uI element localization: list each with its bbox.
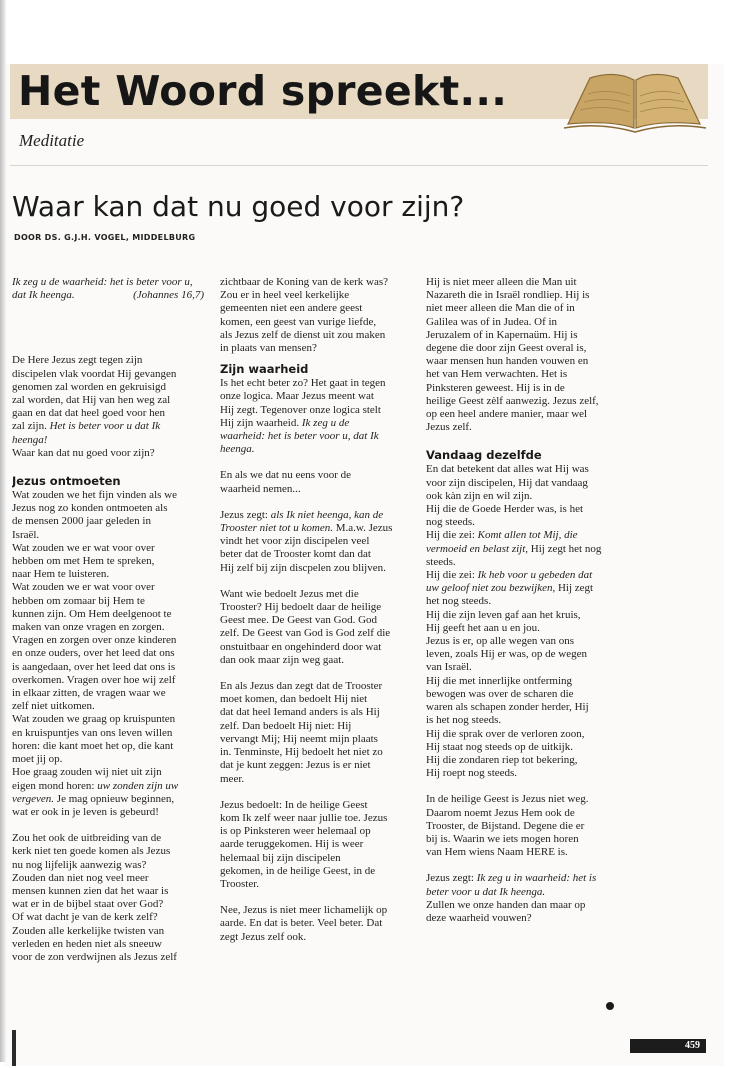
paragraph-line: Is het echt beter zo? Het gaat in tegen <box>220 377 386 390</box>
paragraph <box>220 469 416 495</box>
paragraph-line: Hij die zondaren riep tot bekering, <box>426 753 578 766</box>
paragraph-line: beter dat de Trooster komt dan dat <box>220 548 371 561</box>
paragraph-line: naar Hem te luisteren. <box>12 568 110 581</box>
paragraph-line: voor zijn discipelen, Hij dat vandaag <box>426 476 588 489</box>
paragraph-line: in. Tenminste, Hij bedoelt het niet zo <box>220 746 383 759</box>
article-headline: Waar kan dat nu goed voor zijn? <box>12 190 465 223</box>
paragraph-line: Trooster niet tot u komen. M.a.w. Jezus <box>220 522 393 535</box>
paragraph <box>12 832 208 964</box>
paragraph-line: het nog steeds. <box>426 595 492 608</box>
paragraph-line: Hoe graag zouden wij niet uit zijn <box>12 766 162 779</box>
paragraph-line: nu nog lijfelijk aanwezig was? <box>12 858 147 871</box>
paragraph-line: Jeruzalem of in Kapernaüm. Hij is <box>426 328 578 341</box>
paragraph-line: horen: die kant moet het op, die kant <box>12 739 174 752</box>
paragraph-line: leven, zoals Hij er was, op de wegen <box>426 648 587 661</box>
paragraph-line: onstuitbaar en ongehinderd door wat <box>220 640 382 653</box>
paragraph-line: beter voor u dat Ik heenga. <box>426 885 546 898</box>
paragraph-line: is het nog steeds. <box>426 714 502 727</box>
end-of-article-bullet <box>606 1002 614 1010</box>
section-kicker: Meditatie <box>19 131 85 150</box>
paragraph-line: meer. <box>220 772 245 785</box>
paragraph-line: heilige Geest zèlf aanwezig. Jezus zelf, <box>426 394 599 407</box>
paragraph-line: is op Pinksteren weer helemaal op <box>220 825 371 838</box>
paragraph <box>426 793 622 859</box>
paragraph-line: Trooster, de Bijstand. Degene die er <box>426 819 585 832</box>
paragraph-line: Hij die zei: Ik heb voor u gebeden dat <box>426 569 593 582</box>
paragraph-line: dat dat heel Iemand anders is als Hij <box>220 706 380 719</box>
paragraph-line: Zullen we onze handen dan maar op <box>426 898 586 911</box>
paragraph-line: Want wie bedoelt Jezus met die <box>220 587 359 600</box>
paragraph-line: En als Jezus dan zegt dat de Trooster <box>220 680 383 693</box>
paragraph-line: discipelen vlak voordat Hij gevangen <box>12 367 177 380</box>
paragraph-line: bewogen was over de scharen die <box>426 687 574 700</box>
paragraph-line: Hij die zei: Komt allen tot Mij, die <box>426 529 578 542</box>
paragraph <box>426 276 622 434</box>
paragraph-line: zelf niet uitkomen. <box>12 700 95 713</box>
paragraph-line: deze waarheid vouwen? <box>426 911 532 924</box>
paragraph-line: en onze ouders, over het leed dat ons <box>12 647 175 660</box>
paragraph-line: Zouden alle kerkelijke twisten van <box>12 924 165 937</box>
paragraph-line: Of wat dacht je van de kerk zelf? <box>12 911 158 924</box>
paragraph <box>220 276 416 355</box>
spine-shadow <box>12 1030 16 1066</box>
paragraph-line: waren als schapen zonder herder, Hij <box>426 701 589 714</box>
paragraph-line: kerk niet ten goede komen als Jezus <box>12 845 171 858</box>
paragraph-line: waarheid nemen... <box>220 482 301 495</box>
paragraph-line: zelf. De Geest van God is God zelf die <box>220 627 391 640</box>
paragraph-line: vervangt Mij; Hij neemt mijn plaats <box>220 732 378 745</box>
paragraph-line: gekomen, in de heilige Geest, in de <box>220 864 376 877</box>
paragraph-line: kom Ik zelf weer naar jullie toe. Jezus <box>220 811 388 824</box>
paragraph-line: Waar kan dat nu goed voor zijn? <box>12 446 155 459</box>
paragraph-line: ook kàn zijn en wil zijn. <box>426 489 533 502</box>
paragraph-line: zegt Jezus zelf ook. <box>220 930 307 943</box>
paragraph-line: Jezus bedoelt: In de heilige Geest <box>220 798 368 811</box>
paragraph-line: Israël. <box>12 528 40 541</box>
subheading: Jezus ontmoeten <box>12 474 121 489</box>
paragraph-line: In de heilige Geest is Jezus niet weg. <box>426 793 589 806</box>
paragraph-line: Hij die zijn leven gaf aan het kruis, <box>426 608 581 621</box>
paragraph-line: zal worden, dat Hij van hen weg zal <box>12 394 171 407</box>
paragraph-line: vergeven. Je mag opnieuw beginnen, <box>12 792 175 805</box>
quote-line: dat Ik heenga. (Johannes 16,7) <box>12 289 204 302</box>
top-margin <box>4 6 724 64</box>
paragraph-line: Hij is niet meer alleen die Man uit <box>426 276 577 288</box>
paragraph-line: voor de zon verdwijnen als Jezus zelf <box>12 950 177 963</box>
paragraph-line: overkomen. Vragen over hoe wij zelf <box>12 673 176 686</box>
page-number-bar <box>630 1039 706 1053</box>
paragraph <box>12 489 208 766</box>
paragraph-line: Zou er in heel veel kerkelijke <box>220 289 350 302</box>
text-column-1 <box>12 276 208 964</box>
paragraph-line: Geest mee. De Geest van God. God <box>220 614 378 627</box>
paragraph-line: op een heel andere manier, maar wel <box>426 408 588 421</box>
paragraph-line: Hij die met innerlijke ontferming <box>426 674 573 687</box>
open-book-icon <box>560 64 710 134</box>
divider <box>10 165 708 166</box>
paragraph-line: vindt het voor zijn discipelen veel <box>220 535 370 548</box>
paragraph-line: hebben om zomaar bij Hem te <box>12 594 145 607</box>
paragraph-line: van Hem wiens Naam HERE is. <box>426 846 568 859</box>
page-number: 459 <box>685 1040 700 1051</box>
paragraph-line: En dat betekent dat alles wat Hij was <box>426 463 589 476</box>
paragraph <box>426 463 622 529</box>
paragraph <box>426 899 622 925</box>
paragraph-line: Jezus zegt: als Ik niet heenga, kan de <box>220 508 384 521</box>
paragraph-line: aarde. En dat is beter. Veel beter. Dat <box>220 917 383 930</box>
paragraph-line: Jezus nog zo konden ontmoeten als <box>12 502 168 515</box>
paragraph-line: Nee, Jezus is niet meer lichamelijk op <box>220 904 388 917</box>
paragraph-line: Wat zouden we graag op kruispunten <box>12 713 176 726</box>
paragraph-line: Zouden dan niet nog veel meer <box>12 871 149 884</box>
paragraph <box>12 354 208 420</box>
paragraph-line: moet komen, dan bedoelt Hij niet <box>220 693 368 706</box>
paragraph-line: kunnen zijn. Om Hem deelgenoot te <box>12 607 172 620</box>
paragraph-line: Wat zouden we het fijn vinden als we <box>12 489 177 502</box>
paragraph-line: wat er ook in je leven is gebeurd! <box>12 805 159 818</box>
paragraph-line: Trooster. <box>220 877 260 890</box>
paragraph-line: heenga. <box>220 443 255 456</box>
paragraph-line: gaan en dat dat heel goed voor hen <box>12 407 166 420</box>
subheading: Vandaag dezelfde <box>426 448 542 463</box>
paragraph-line: heenga! <box>12 433 48 446</box>
paragraph-line: Wat zouden we er wat voor over <box>12 581 155 594</box>
paragraph-line: Trooster? Hij bedoelt daar de heilige <box>220 601 382 614</box>
paragraph <box>220 377 416 417</box>
paragraph <box>220 588 416 667</box>
paragraph-line: verleden en heden niet als sneeuw <box>12 937 162 950</box>
paragraph-line: Pinksteren geweest. Hij is in de <box>426 381 565 394</box>
paragraph-line: En als we dat nu eens voor de <box>220 469 352 482</box>
paragraph-line: hebben om met Hem te spreken, <box>12 555 155 568</box>
paragraph-line: genomen zal worden en gekruisigd <box>12 380 166 393</box>
paragraph-line: bij is. Waarin we iets mogen horen <box>426 832 579 845</box>
paragraph-line: van Israël. <box>426 661 472 674</box>
paragraph <box>220 680 416 786</box>
paragraph-line: Hij roept nog steeds. <box>426 767 518 780</box>
paragraph-line: vermoeid en belast zijt, Hij zegt het nog <box>426 542 602 555</box>
paragraph-line: Jezus zegt: Ik zeg u in waarheid: het is <box>426 872 597 885</box>
paragraph-line: in elkaar zitten, de vragen waar we <box>12 687 166 700</box>
paragraph-line: is aangedaan, over het leed dat ons is <box>12 660 176 673</box>
paragraph-line: Daarom noemt Jezus Hem ook de <box>426 806 575 819</box>
paragraph-line: waarheid: het is beter voor u, dat Ik <box>220 430 379 443</box>
paragraph-line: aarde teruggekomen. Hij is weer <box>220 838 364 851</box>
paragraph-line: en kruispuntjes van ons leven willen <box>12 726 173 739</box>
paragraph-line: Jezus is er, op alle wegen van ons <box>426 635 575 648</box>
paragraph-line: Hij zelf bij zijn discpelen zou blijven. <box>220 561 386 574</box>
paragraph-line: steeds. <box>426 555 456 568</box>
paragraph-line: zelf. Dan bedoelt Hij niet: Hij <box>220 719 352 732</box>
paragraph-line: Hij die sprak over de verloren zoon, <box>426 727 585 740</box>
paragraph-line: Hij geeft het aan u en jou. <box>426 621 540 634</box>
paragraph-line: Vragen en zorgen over onze kinderen <box>12 634 177 647</box>
paragraph-line: zichtbaar de Koning van de kerk was? <box>220 276 388 288</box>
paragraph-line: onze logica. Maar Jezus meent wat <box>220 390 374 403</box>
paragraph-line: in plaats van mensen? <box>220 342 317 355</box>
paragraph-line: Hij die de Goede Herder was, is het <box>426 503 584 516</box>
subheading: Zijn waarheid <box>220 362 309 377</box>
paragraph-line: Galilea was of in Judea. Of in <box>426 315 558 328</box>
paragraph-line: mensen kunnen zien dat het waar is <box>12 884 169 897</box>
page-spine <box>0 0 6 1062</box>
paragraph-line: De Here Jezus zegt tegen zijn <box>12 354 143 367</box>
text-column-2 <box>220 276 416 944</box>
paragraph-line: Jezus zelf. <box>426 421 472 434</box>
paragraph-line: dan ook maar zijn weg gaat. <box>220 653 345 666</box>
paragraph-line: het van Hem verwachten. Het is <box>426 368 568 381</box>
article-byline: DOOR DS. G.J.H. VOGEL, MIDDELBURG <box>14 233 196 242</box>
paragraph-line: eigen mond horen: uw zonden zijn uw <box>12 779 179 792</box>
paragraph-line: Zou het ook de uitbreiding van de <box>12 832 162 845</box>
paragraph-line: dat je kunt zeggen: Jezus is er niet <box>220 759 371 772</box>
paragraph <box>426 595 622 780</box>
paragraph-line: nog steeds. <box>426 516 475 529</box>
paragraph-line: wat er in de bijbel staat over God? <box>12 898 164 911</box>
paragraph-line: Wat zouden we er wat voor over <box>12 541 155 554</box>
paragraph-line: helemaal bij zijn discipelen <box>220 851 341 864</box>
text-column-3 <box>426 276 622 925</box>
paragraph-line: maken van onze vragen en zorgen. <box>12 621 165 634</box>
paragraph-line: gemeenten niet een andere geest <box>220 302 363 315</box>
paragraph <box>220 904 416 944</box>
paragraph-line: degene die door zijn Geest overal is, <box>426 342 587 355</box>
paragraph-line: Hij zijn waarheid. Ik zeg u de <box>220 416 350 429</box>
paragraph-line: moet jij op. <box>12 753 63 766</box>
paragraph-line: Hij staat nog steeds op de uitkijk. <box>426 740 573 753</box>
paragraph-line: als Jezus zelf de dienst uit zou maken <box>220 328 386 341</box>
paragraph-line: zal zijn. Het is beter voor u dat Ik <box>12 420 161 433</box>
paragraph <box>220 535 416 575</box>
paragraph-line: waar mensen hun handen vouwen en <box>426 355 589 368</box>
paragraph-line: de mensen 2000 jaar geleden in <box>12 515 151 528</box>
section-title: Het Woord spreekt... <box>18 67 508 115</box>
paragraph-line: Nazareth die in Israël rondliep. Hij is <box>426 289 590 302</box>
paragraph <box>220 799 416 891</box>
paragraph-line: komen, een geest van vurige liefde, <box>220 315 377 328</box>
quote-line: Ik zeg u de waarheid: het is beter voor u, <box>12 276 193 288</box>
paragraph-line: Hij zegt. Tegenover onze logica stelt <box>220 403 381 416</box>
paragraph-line: uw geloof niet zou bezwijken, Hij zegt <box>426 582 594 595</box>
paragraph-line: niet meer alleen die Man die of in <box>426 302 575 315</box>
